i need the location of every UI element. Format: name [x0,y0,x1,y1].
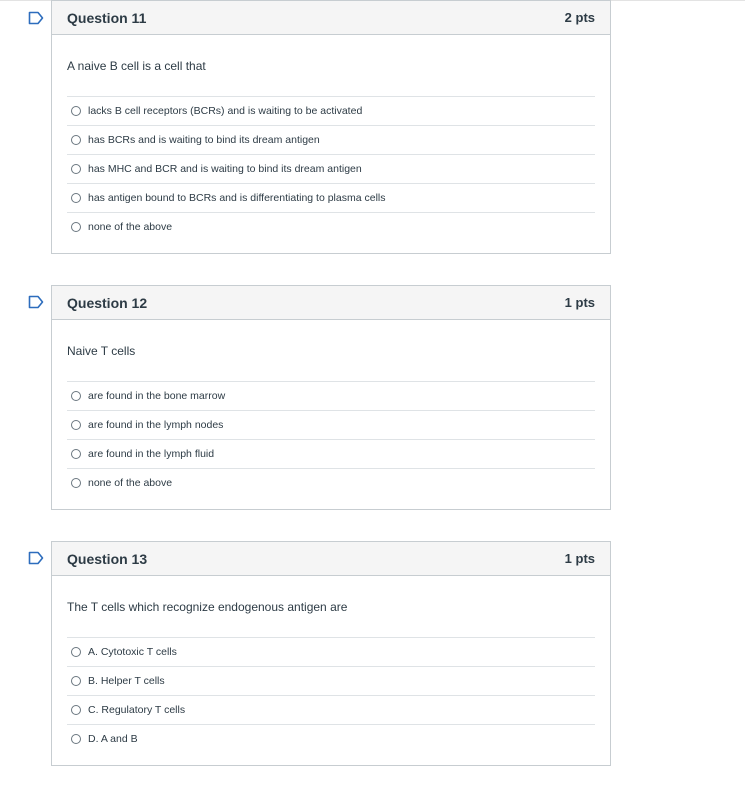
question-card [51,285,611,510]
question-header [52,1,610,35]
radio-button[interactable] [71,478,81,488]
flag-question-icon[interactable] [28,295,44,309]
radio-button[interactable] [71,420,81,430]
answer-label: are found in the lymph fluid [88,448,215,460]
answer-option[interactable] [67,637,595,666]
question-title: Question 12 [67,294,148,311]
question-title: Question 11 [67,9,147,26]
question-title: Question 13 [67,550,148,567]
answer-option[interactable] [67,154,595,183]
flag-question-icon[interactable] [28,551,44,565]
radio-button[interactable] [71,135,81,145]
answer-option[interactable] [67,439,595,468]
answer-option[interactable] [67,468,595,497]
flag-question-icon[interactable] [28,11,44,25]
answer-option[interactable] [67,125,595,154]
answer-label: lacks B cell receptors (BCRs) and is waiting to be activated [88,105,363,117]
answer-option[interactable] [67,96,595,125]
question-body [52,35,610,255]
answer-label: are found in the bone marrow [88,390,226,402]
question-header [52,286,610,320]
radio-button[interactable] [71,391,81,401]
radio-button[interactable] [71,734,81,744]
answer-option[interactable] [67,381,595,410]
answer-label: D. A and B [88,733,138,745]
question-points: 1 pts [564,551,595,566]
question-body [52,320,610,511]
answer-option[interactable] [67,666,595,695]
answer-option[interactable] [67,212,595,241]
question-text: Naive T cells [67,344,136,358]
question-text: The T cells which recognize endogenous antigen are [67,600,348,614]
answer-label: A. Cytotoxic T cells [88,646,177,658]
question-text: A naive B cell is a cell that [67,59,206,73]
answer-label: C. Regulatory T cells [88,704,186,716]
radio-button[interactable] [71,164,81,174]
answer-label: has MHC and BCR and is waiting to bind its dream antigen [88,163,362,175]
answer-list [67,96,595,241]
answer-option[interactable] [67,724,595,753]
question-card [51,541,611,766]
answer-option[interactable] [67,695,595,724]
question-points: 1 pts [564,295,595,310]
answer-label: none of the above [88,221,173,233]
answer-list [67,381,595,497]
answer-option[interactable] [67,183,595,212]
radio-button[interactable] [71,222,81,232]
question-header [52,542,610,576]
radio-button[interactable] [71,705,81,715]
radio-button[interactable] [71,106,81,116]
answer-label: none of the above [88,477,173,489]
question-card [51,0,611,254]
answer-list [67,637,595,753]
answer-label: has antigen bound to BCRs and is differentiating to plasma cells [88,192,386,204]
answer-label: has BCRs and is waiting to bind its dream antigen [88,134,320,146]
radio-button[interactable] [71,676,81,686]
answer-label: are found in the lymph nodes [88,419,224,431]
answer-label: B. Helper T cells [88,675,165,687]
radio-button[interactable] [71,193,81,203]
radio-button[interactable] [71,449,81,459]
answer-option[interactable] [67,410,595,439]
radio-button[interactable] [71,647,81,657]
question-points: 2 pts [564,10,595,25]
question-body [52,576,610,767]
